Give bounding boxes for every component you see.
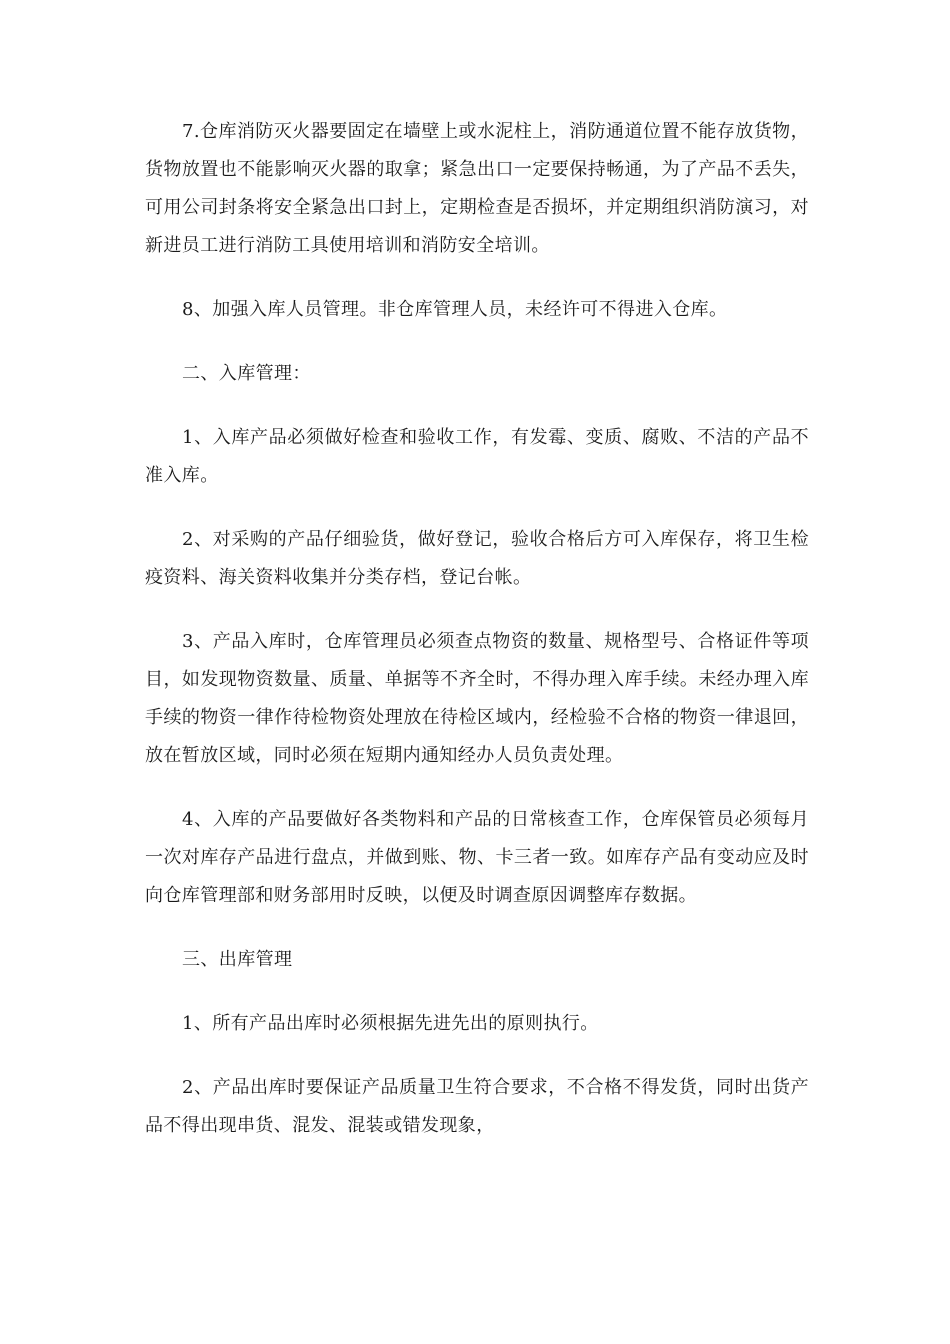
section-heading-inbound: 二、入库管理： [182,363,311,384]
paragraph-inventory-check: 4、入库的产品要做好各类物料和产品的日常核查工作，仓库保管员必须每月一次对库存产品进行盘点，并做到账、物、卡三者一致。如库存产品有变动应及时向仓库管理部和财务部用时反映，以便及时调查原因调整库存数据。 [145,809,809,906]
paragraph-inbound-inspection: 1、入库产品必须做好检查和验收工作，有发霉、变质、腐败、不洁的产品不准入库。 [145,427,809,486]
paragraph-personnel-management: 8、加强入库人员管理。非仓库管理人员，未经许可不得进入仓库。 [182,299,728,320]
paragraph-inbound-procedure: 3、产品入库时，仓库管理员必须查点物资的数量、规格型号、合格证件等项目，如发现物资数量、质量、单据等不齐全时，不得办理入库手续。未经办理入库手续的物资一律作待检物资处理放在待检区域内，经检验不合格的物资一律退回，放在暂放区域，同时必须在短期内通知经办人员负责处理。 [145,631,809,766]
paragraph-outbound-quality: 2、产品出库时要保证产品质量卫生符合要求，不合格不得发货，同时出货产品不得出现串货、混发、混装或错发现象， [145,1077,809,1136]
document-body [145,113,809,1171]
paragraph-inbound-verification: 2、对采购的产品仔细验货，做好登记，验收合格后方可入库保存，将卫生检疫资料、海关资料收集并分类存档，登记台帐。 [145,529,809,588]
paragraph-fifo: 1、所有产品出库时必须根据先进先出的原则执行。 [182,1013,599,1034]
section-heading-outbound: 三、出库管理 [182,949,293,970]
paragraph-fire-safety: 7.仓库消防灭火器要固定在墙壁上或水泥柱上，消防通道位置不能存放货物，货物放置也不能影响灭火器的取拿；紧急出口一定要保持畅通，为了产品不丢失，可用公司封条将安全紧急出口封上，定期检查是否损坏，并定期组织消防演习，对新进员工进行消防工具使用培训和消防安全培训。 [145,121,809,256]
